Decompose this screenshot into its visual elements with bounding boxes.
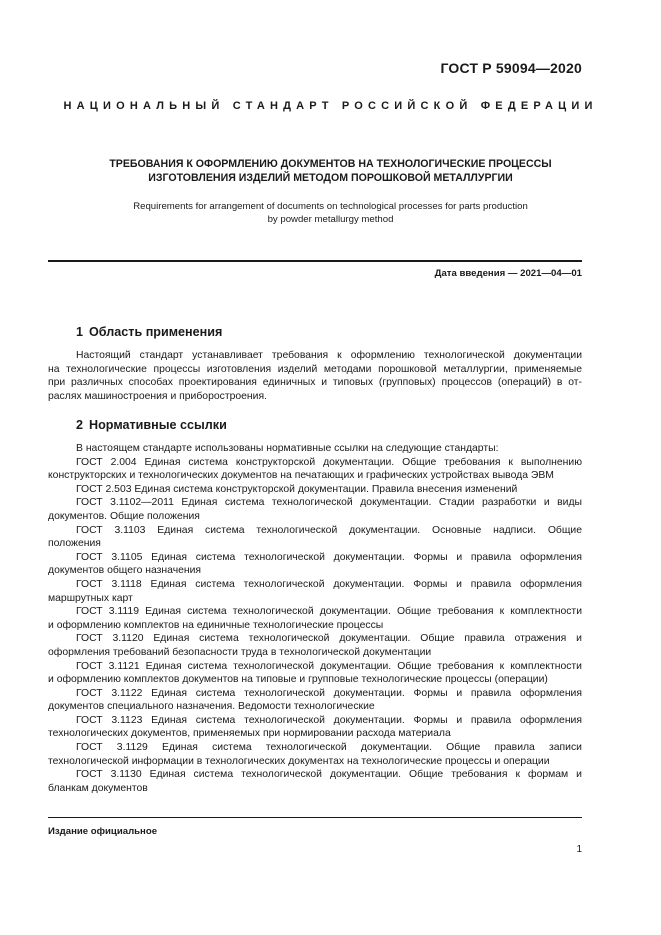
text-line: раслях машиностроения и приборостроения.	[48, 390, 267, 402]
section-1-body	[48, 349, 582, 403]
section-2-body	[48, 442, 582, 795]
text-line: Настоящий стандарт устанавливает требования к оформлению технологической документации	[76, 350, 582, 361]
introduction-date: Дата введения — 2021—04—01	[434, 268, 582, 279]
section-2-heading	[76, 418, 227, 432]
reference-line: технологических документов, применяемых при нормировании расхода материала	[48, 728, 451, 740]
reference-line: ГОСТ 3.1103 Единая система технологической документации. Основные надписи. Общие	[76, 524, 582, 536]
reference-line: ГОСТ 3.1105 Единая система технологической документации. Формы и правила оформления	[76, 551, 582, 563]
page-number: 1	[576, 844, 582, 855]
edition-label: Издание официальное	[48, 826, 158, 837]
section-number: 1	[76, 325, 84, 339]
document-id: ГОСТ Р 59094—2020	[440, 60, 582, 76]
title-en-line: by powder metallurgy method	[267, 214, 394, 225]
reference-line: ГОСТ 3.1122 Единая система технологической документации. Формы и правила оформления	[76, 687, 582, 699]
reference-line: ГОСТ 3.1120 Единая система технологической документации. Общие правила отражения и	[76, 633, 582, 645]
reference-line: документов. Общие положения	[48, 510, 200, 522]
reference-line: ГОСТ 3.1130 Единая система технологической документации. Общие требования к формам и	[76, 769, 582, 781]
reference-line: положения	[48, 538, 101, 550]
national-standard-label: НАЦИОНАЛЬНЫЙ СТАНДАРТ РОССИЙСКОЙ ФЕДЕРАЦИИ	[63, 100, 598, 112]
title-ru-line: ТРЕБОВАНИЯ К ОФОРМЛЕНИЮ ДОКУМЕНТОВ НА ТЕХНОЛОГИЧЕСКИЕ ПРОЦЕССЫ	[109, 158, 552, 170]
reference-line: маршрутных карт	[48, 592, 133, 604]
reference-line: оформления требований безопасности труда в технологической документации	[48, 646, 432, 658]
text-line: на технологические процессы изготовления изделий методами порошковой металлургии, применяемые	[48, 363, 582, 375]
section-1-heading	[76, 325, 222, 339]
reference-line: и оформлению комплектов документов на типовые и групповые технологические процессы (операции)	[48, 674, 548, 686]
reference-line: ГОСТ 3.1102—2011 Единая система технологической документации. Стадии разработки и виды	[76, 497, 582, 509]
reference-line: ГОСТ 3.1119 Единая система технологической документации. Общие требования к комплектности	[76, 606, 582, 618]
section-number: 2	[76, 418, 84, 432]
title-russian	[60, 157, 601, 185]
reference-line: ГОСТ 2.004 Единая система конструкторской документации. Общие требования к выполнению	[76, 456, 582, 468]
header-divider	[48, 260, 582, 262]
reference-line: ГОСТ 3.1123 Единая система технологической документации. Формы и правила оформления	[76, 714, 582, 726]
reference-line: и оформлению комплектов на единичные технологические процессы	[48, 619, 384, 631]
reference-line: технологической информации в технологических документах на технологические процессы и операции	[48, 755, 550, 767]
title-english	[60, 200, 601, 226]
reference-line: документов специального назначения. Ведомости технологические	[48, 701, 375, 713]
text-line: В настоящем стандарте использованы нормативные ссылки на следующие стандарты:	[76, 443, 499, 454]
footer-divider	[48, 817, 582, 818]
title-ru-line: ИЗГОТОВЛЕНИЯ ИЗДЕЛИЙ МЕТОДОМ ПОРОШКОВОЙ МЕТАЛЛУРГИИ	[148, 172, 513, 184]
reference-line: документов общего назначения	[48, 565, 202, 577]
title-en-line: Requirements for arrangement of documents on technological processes for parts production	[133, 201, 528, 212]
reference-line: бланкам документов	[48, 782, 148, 794]
reference-line: ГОСТ 2.503 Единая система конструкторской документации. Правила внесения изменений	[76, 483, 518, 495]
reference-line: ГОСТ 3.1129 Единая система технологической документации. Общие правила записи	[76, 742, 582, 754]
reference-line: конструкторских и технологических документов на печатающих и графических устройствах вывода ЭВМ	[48, 470, 554, 482]
section-title: Область применения	[89, 325, 223, 339]
text-line: при различных способах проектирования единичных и типовых (групповых) процессов (операций) в от-	[48, 377, 582, 389]
reference-line: ГОСТ 3.1121 Единая система технологической документации. Общие требования к комплектности	[76, 660, 582, 672]
section-title: Нормативные ссылки	[89, 418, 227, 432]
reference-line: ГОСТ 3.1118 Единая система технологической документации. Формы и правила оформления	[76, 578, 582, 590]
